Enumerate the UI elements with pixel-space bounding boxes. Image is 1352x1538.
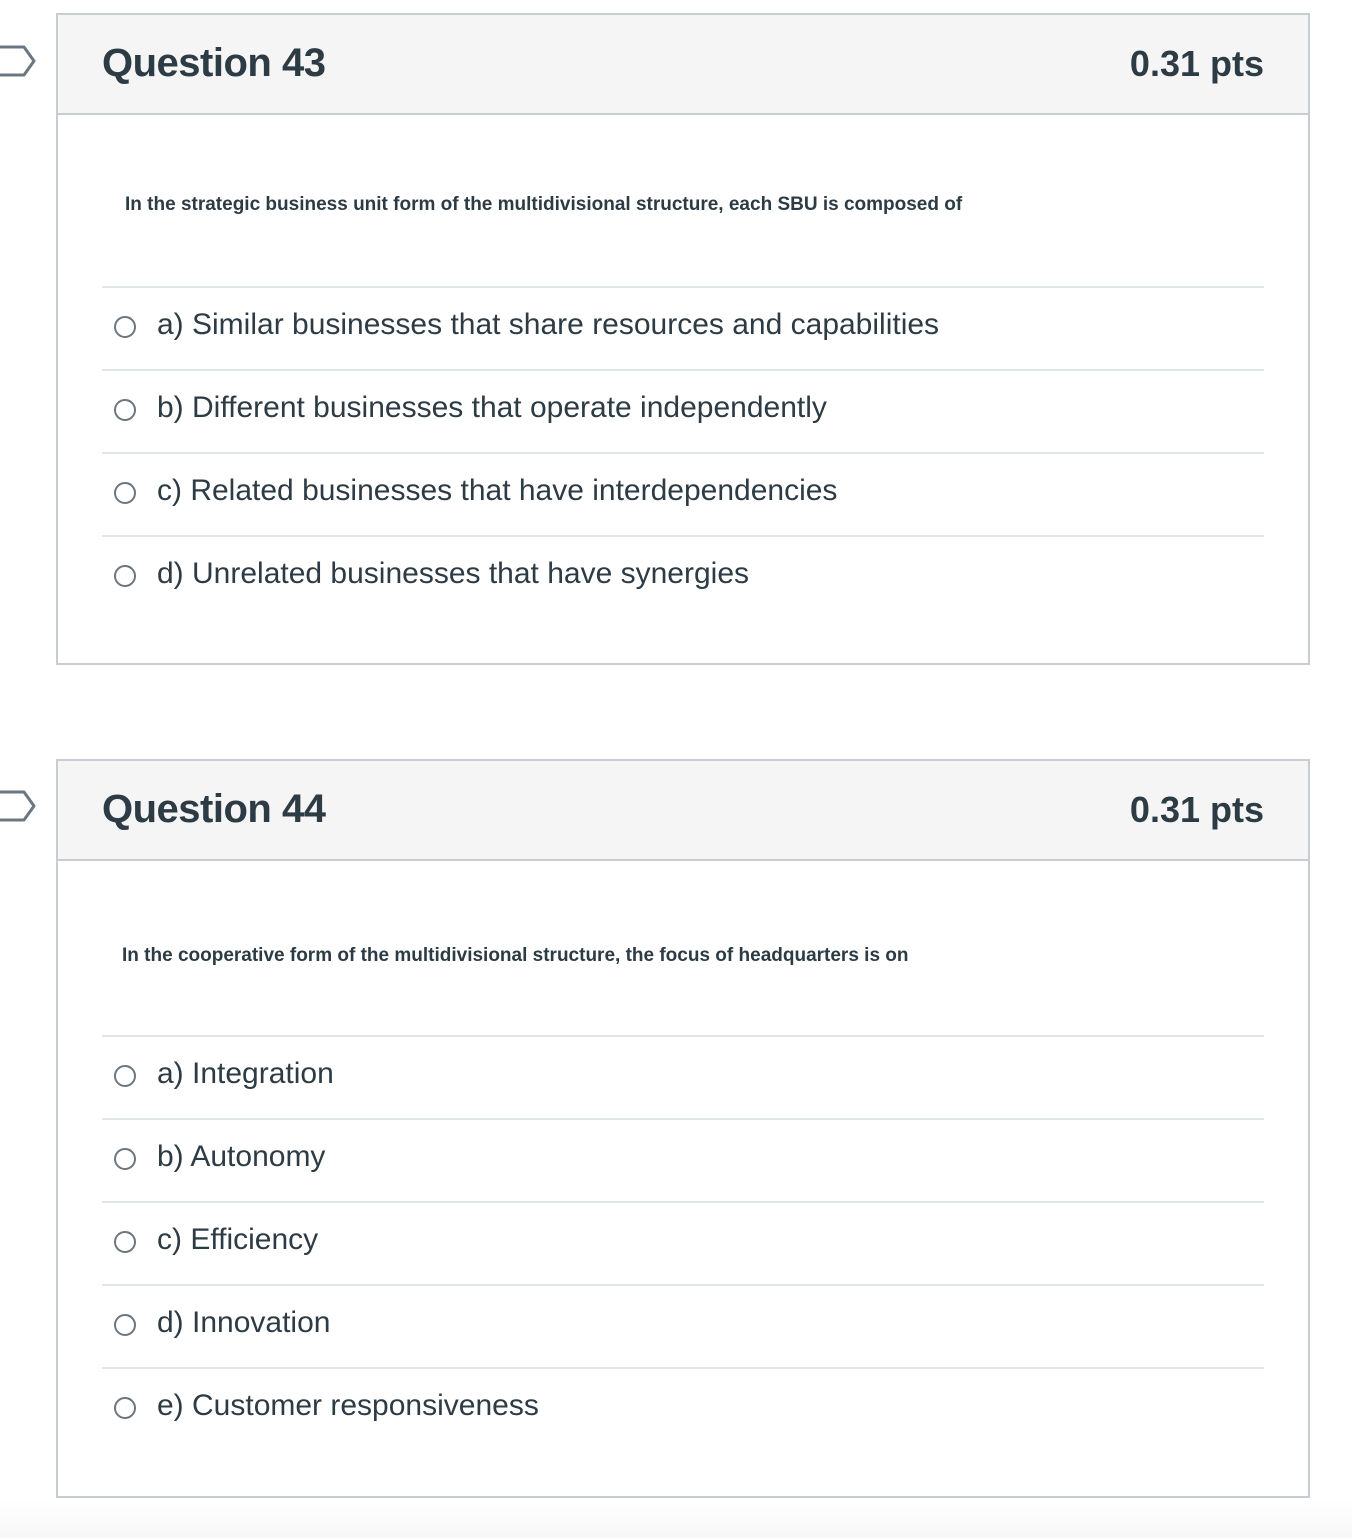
answer-list	[102, 1035, 1264, 1450]
answer-label[interactable]: d) Innovation	[157, 1306, 331, 1339]
question-card	[56, 759, 1310, 1498]
answer-label[interactable]: a) Similar businesses that share resources and capabilities	[157, 308, 940, 341]
answer-label[interactable]: c) Efficiency	[157, 1223, 319, 1256]
radio-button[interactable]	[114, 399, 136, 421]
radio-button[interactable]	[114, 1397, 136, 1419]
page-footer-shadow	[0, 1500, 1352, 1538]
radio-button[interactable]	[114, 565, 136, 587]
flag-question-icon[interactable]	[0, 789, 38, 823]
answer-option[interactable]	[102, 286, 1264, 369]
answer-option[interactable]	[102, 1201, 1264, 1284]
answer-option[interactable]	[102, 535, 1264, 618]
question-points: 0.31 pts	[1129, 43, 1264, 84]
radio-button[interactable]	[114, 1148, 136, 1170]
radio-button[interactable]	[114, 1231, 136, 1253]
answer-option[interactable]	[102, 1035, 1264, 1118]
answer-label[interactable]: c) Related businesses that have interdependencies	[157, 474, 838, 507]
answer-label[interactable]: b) Autonomy	[157, 1140, 326, 1173]
question-text: In the strategic business unit form of the multidivisional structure, each SBU is composed of	[125, 194, 963, 215]
answer-label[interactable]: e) Customer responsiveness	[157, 1389, 539, 1422]
answer-option[interactable]	[102, 1118, 1264, 1201]
flag-question-icon[interactable]	[0, 44, 38, 78]
question-card	[56, 13, 1310, 665]
answer-label[interactable]: d) Unrelated businesses that have synergies	[157, 557, 750, 590]
question-header	[58, 761, 1308, 861]
radio-button[interactable]	[114, 316, 136, 338]
radio-button[interactable]	[114, 482, 136, 504]
answer-label[interactable]: a) Integration	[157, 1057, 334, 1090]
answer-option[interactable]	[102, 452, 1264, 535]
answer-option[interactable]	[102, 369, 1264, 452]
question-text: In the cooperative form of the multidivisional structure, the focus of headquarters is on	[122, 945, 909, 966]
question-points: 0.31 pts	[1129, 789, 1264, 830]
answer-label[interactable]: b) Different businesses that operate independently	[157, 391, 827, 424]
answer-option[interactable]	[102, 1367, 1264, 1450]
answer-list	[102, 286, 1264, 618]
radio-button[interactable]	[114, 1314, 136, 1336]
question-title: Question 44	[102, 787, 326, 831]
answer-option[interactable]	[102, 1284, 1264, 1367]
question-title: Question 43	[102, 41, 326, 85]
radio-button[interactable]	[114, 1065, 136, 1087]
question-header	[58, 15, 1308, 115]
